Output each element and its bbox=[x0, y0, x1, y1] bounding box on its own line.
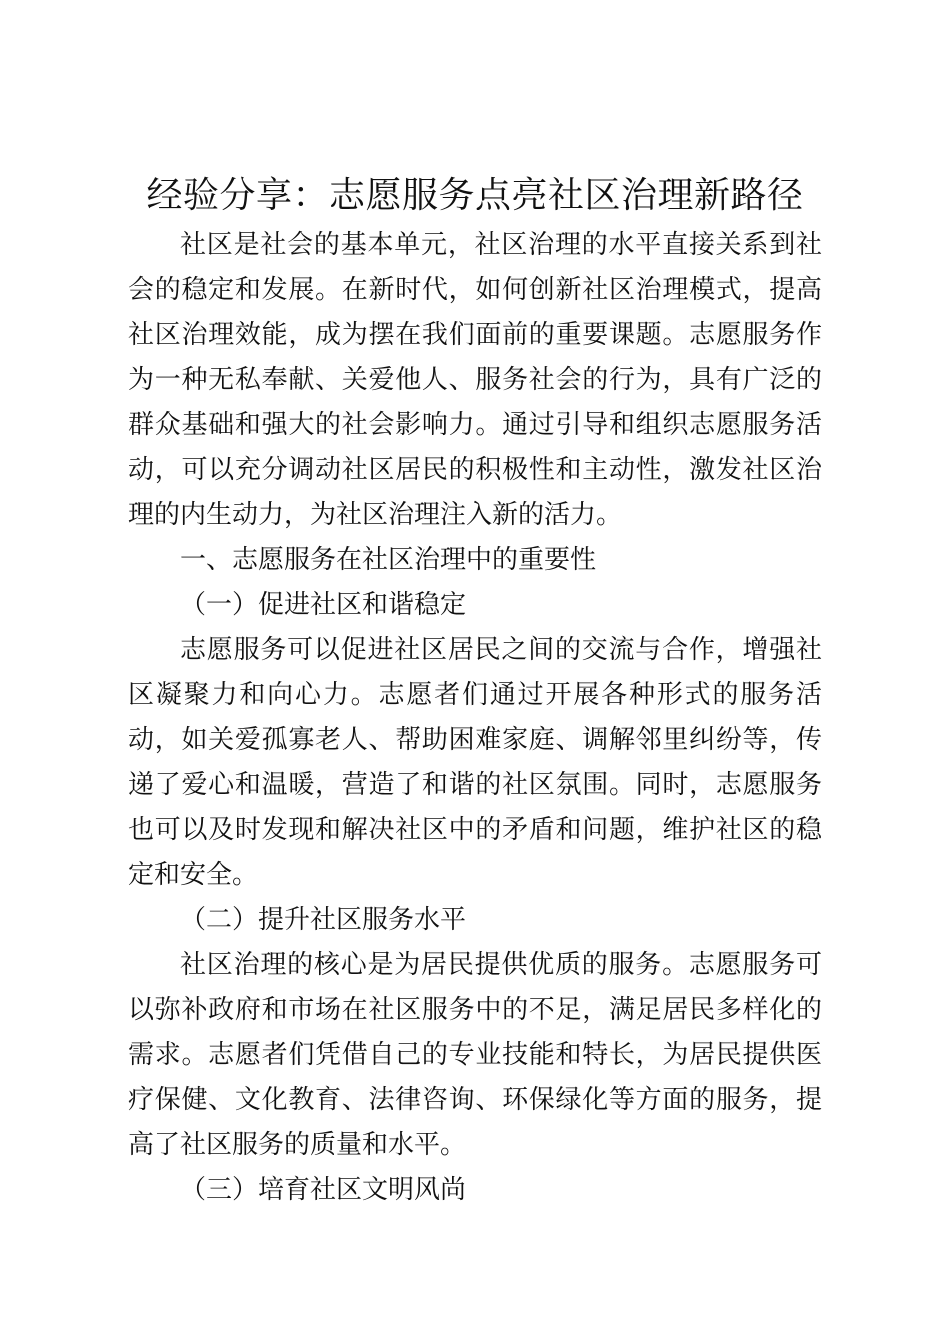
document-title: 经验分享：志愿服务点亮社区治理新路径 bbox=[146, 175, 804, 216]
paragraph-service: 社区治理的核心是为居民提供优质的服务。志愿服务可以弥补政府和市场在社区服务中的不足，满足居民多样化的需求。志愿者们凭借自己的专业技能和特长，为居民提供医疗保健、文化教育、法律咨询、环保绿化等方面的服务，提高了社区服务的质量和水平。 bbox=[128, 950, 822, 1160]
intro-paragraph: 社区是社会的基本单元，社区治理的水平直接关系到社会的稳定和发展。在新时代，如何创新社区治理模式，提高社区治理效能，成为摆在我们面前的重要课题。志愿服务作为一种无私奉献、关爱他人、服务社会的行为，具有广泛的群众基础和强大的社会影响力。通过引导和组织志愿服务活动，可以充分调动社区居民的积极性和主动性，激发社区治理的内生动力，为社区治理注入新的活力。 bbox=[128, 230, 822, 530]
subsection-heading-2: （二）提升社区服务水平 bbox=[180, 905, 467, 935]
subsection-heading-1: （一）促进社区和谐稳定 bbox=[180, 590, 467, 620]
paragraph-harmony: 志愿服务可以促进社区居民之间的交流与合作，增强社区凝聚力和向心力。志愿者们通过开展各种形式的服务活动，如关爱孤寡老人、帮助困难家庭、调解邻里纠纷等，传递了爱心和温暖，营造了和谐的社区氛围。同时，志愿服务也可以及时发现和解决社区中的矛盾和问题，维护社区的稳定和安全。 bbox=[128, 635, 822, 890]
document-body bbox=[128, 223, 822, 1213]
section-heading-1: 一、志愿服务在社区治理中的重要性 bbox=[180, 545, 597, 575]
subsection-heading-3: （三）培育社区文明风尚 bbox=[180, 1175, 467, 1205]
